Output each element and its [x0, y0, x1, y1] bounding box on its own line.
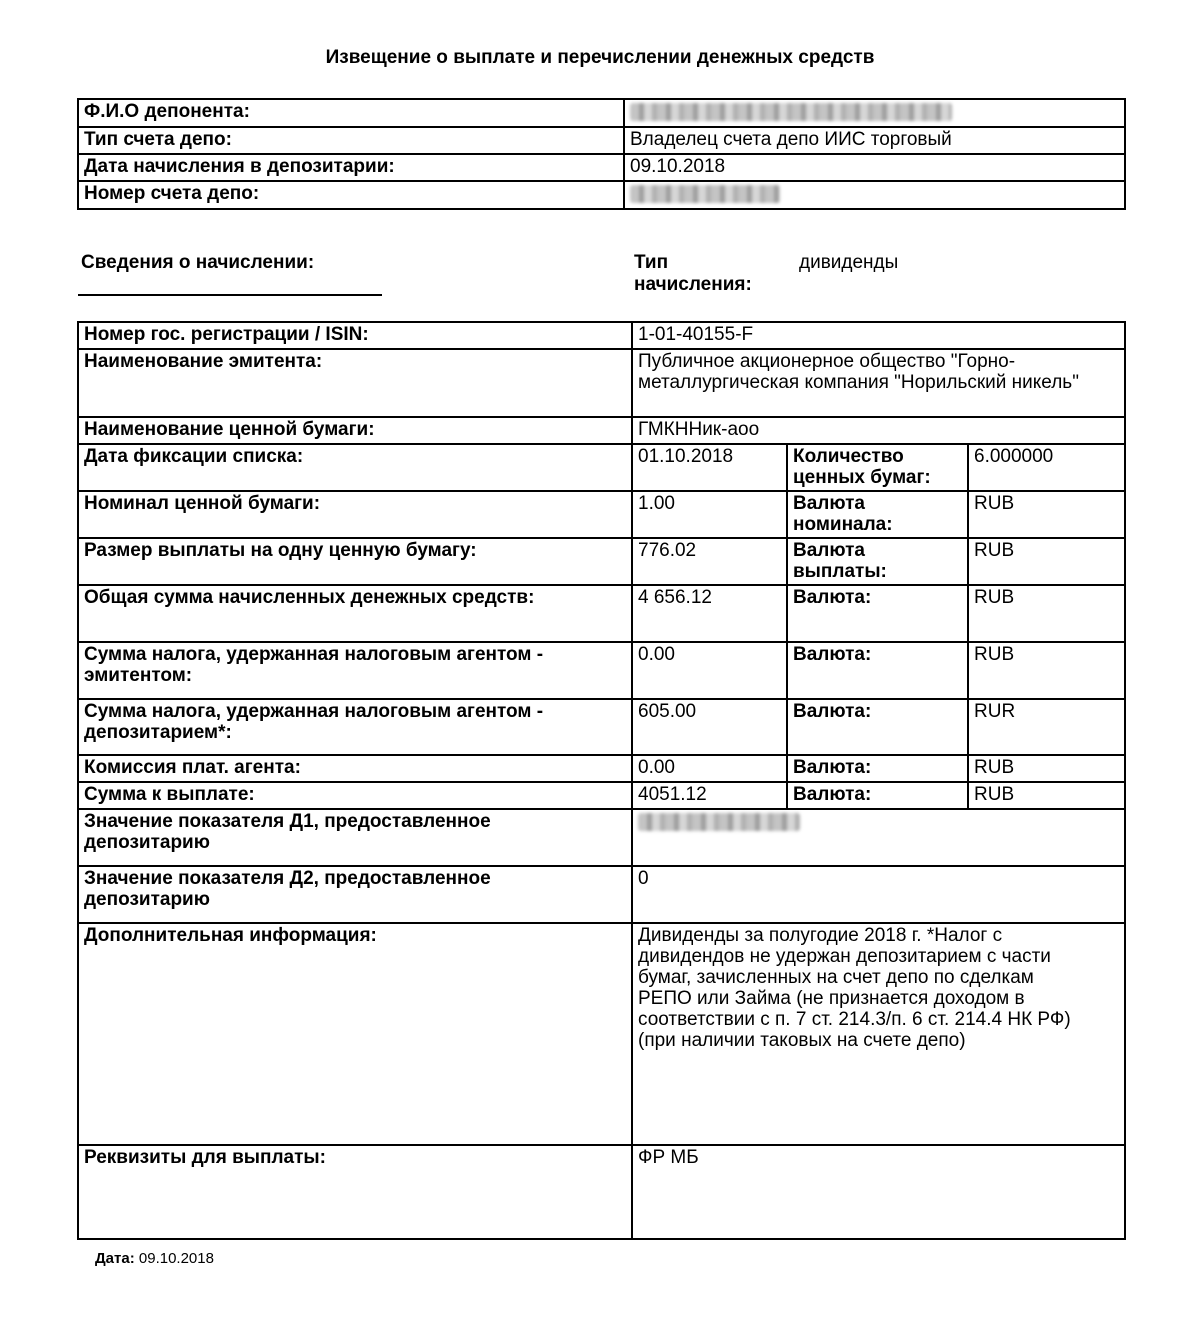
accrual-type-label: Тип начисления:: [634, 252, 752, 295]
table-row: [78, 181, 1125, 209]
issuer-value: Публичное акционерное общество "Горно- металлургическая компания "Норильский никель": [632, 349, 1125, 417]
d1-label: Значение показателя Д1, предоставленное депозитарию: [78, 809, 632, 866]
table-row: [78, 585, 1125, 642]
total-value: 4 656.12: [632, 585, 787, 642]
table-row: [78, 127, 1125, 154]
security-label: Наименование ценной бумаги:: [78, 417, 632, 444]
quantity-label: Количество ценных бумаг:: [787, 444, 968, 491]
redacted-d1-value: [638, 813, 800, 831]
table-row: [78, 349, 1125, 417]
account-number-label: Номер счета депо:: [78, 181, 624, 209]
requisites-label: Реквизиты для выплаты:: [78, 1145, 632, 1239]
account-type-label: Тип счета депо:: [78, 127, 624, 154]
section-label: Сведения о начислении:: [81, 252, 315, 273]
tax-depo-label: Сумма налога, удержанная налоговым агентом - депозитарием*:: [78, 699, 632, 755]
tax-depo-currency-label: Валюта:: [787, 699, 968, 755]
nominal-currency-label: Валюта номинала:: [787, 491, 968, 538]
table-row: [78, 642, 1125, 699]
d1-value: [632, 809, 1125, 866]
commission-value: 0.00: [632, 755, 787, 782]
table-row: [78, 923, 1125, 1145]
payout-currency-label: Валюта:: [787, 782, 968, 809]
payment-currency-value: RUB: [968, 538, 1125, 585]
isin-label: Номер гос. регистрации / ISIN:: [78, 322, 632, 349]
footer-date-label: Дата:: [95, 1250, 135, 1267]
accrual-date-label: Дата начисления в депозитарии:: [78, 154, 624, 181]
payout-currency-value: RUB: [968, 782, 1125, 809]
accrual-date-value: 09.10.2018: [624, 154, 1125, 181]
table-row: [78, 154, 1125, 181]
security-value: ГМКННик-аоо: [632, 417, 1125, 444]
accrual-type-value: дивиденды: [799, 252, 899, 273]
payment-per-label: Размер выплаты на одну ценную бумагу:: [78, 538, 632, 585]
table-row: [78, 491, 1125, 538]
issuer-label: Наименование эмитента:: [78, 349, 632, 417]
payout-label: Сумма к выплате:: [78, 782, 632, 809]
nominal-value: 1.00: [632, 491, 787, 538]
redacted-fio: [630, 103, 952, 121]
additional-info-label: Дополнительная информация:: [78, 923, 632, 1145]
table-row: [78, 1145, 1125, 1239]
table-row: [78, 538, 1125, 585]
nominal-label: Номинал ценной бумаги:: [78, 491, 632, 538]
total-label: Общая сумма начисленных денежных средств:: [78, 585, 632, 642]
nominal-currency-value: RUB: [968, 491, 1125, 538]
record-date-value: 01.10.2018: [632, 444, 787, 491]
payout-value: 4051.12: [632, 782, 787, 809]
record-date-label: Дата фиксации списка:: [78, 444, 632, 491]
table-row: [78, 809, 1125, 866]
tax-issuer-currency-label: Валюта:: [787, 642, 968, 699]
section-underline: [78, 294, 382, 296]
fio-label: Ф.И.О депонента:: [78, 99, 624, 127]
payment-currency-label: Валюта выплаты:: [787, 538, 968, 585]
table-row: [78, 866, 1125, 923]
payment-per-value: 776.02: [632, 538, 787, 585]
table-row: [78, 99, 1125, 127]
tax-issuer-label: Сумма налога, удержанная налоговым агентом - эмитентом:: [78, 642, 632, 699]
accrual-details-table: [77, 321, 1126, 1240]
footer-date: [95, 1250, 214, 1267]
tax-depo-currency-value: RUR: [968, 699, 1125, 755]
table-row: [78, 782, 1125, 809]
table-row: [78, 322, 1125, 349]
isin-value: 1-01-40155-F: [632, 322, 1125, 349]
table-row: [78, 444, 1125, 491]
tax-depo-value: 605.00: [632, 699, 787, 755]
tax-issuer-currency-value: RUB: [968, 642, 1125, 699]
table-row: [78, 417, 1125, 444]
commission-currency-value: RUB: [968, 755, 1125, 782]
table-row: [78, 755, 1125, 782]
d2-label: Значение показателя Д2, предоставленное депозитарию: [78, 866, 632, 923]
requisites-value: ФР МБ: [632, 1145, 1125, 1239]
redacted-account-number: [630, 185, 780, 203]
additional-info-value: Дивиденды за полугодие 2018 г. *Налог с дивидендов не удержан депозитарием с части бумаг, зачисленных на счет депо по сделкам РЕПО или Займа (не признается доходом в соответствии с п. 7 ст. 214.3/п. 6 ст. 214.4 НК РФ) (при наличии таковых на счете депо): [632, 923, 1125, 1145]
total-currency-value: RUB: [968, 585, 1125, 642]
account-number-value: [624, 181, 1125, 209]
quantity-value: 6.000000: [968, 444, 1125, 491]
footer-date-value: 09.10.2018: [138, 1250, 214, 1267]
tax-issuer-value: 0.00: [632, 642, 787, 699]
account-type-value: Владелец счета депо ИИС торговый: [624, 127, 1125, 154]
document-title: Извещение о выплате и перечислении денежных средств: [325, 47, 875, 68]
fio-value: [624, 99, 1125, 127]
d2-value: 0: [632, 866, 1125, 923]
commission-currency-label: Валюта:: [787, 755, 968, 782]
table-row: [78, 699, 1125, 755]
total-currency-label: Валюта:: [787, 585, 968, 642]
depositor-table: [77, 98, 1126, 210]
commission-label: Комиссия плат. агента:: [78, 755, 632, 782]
